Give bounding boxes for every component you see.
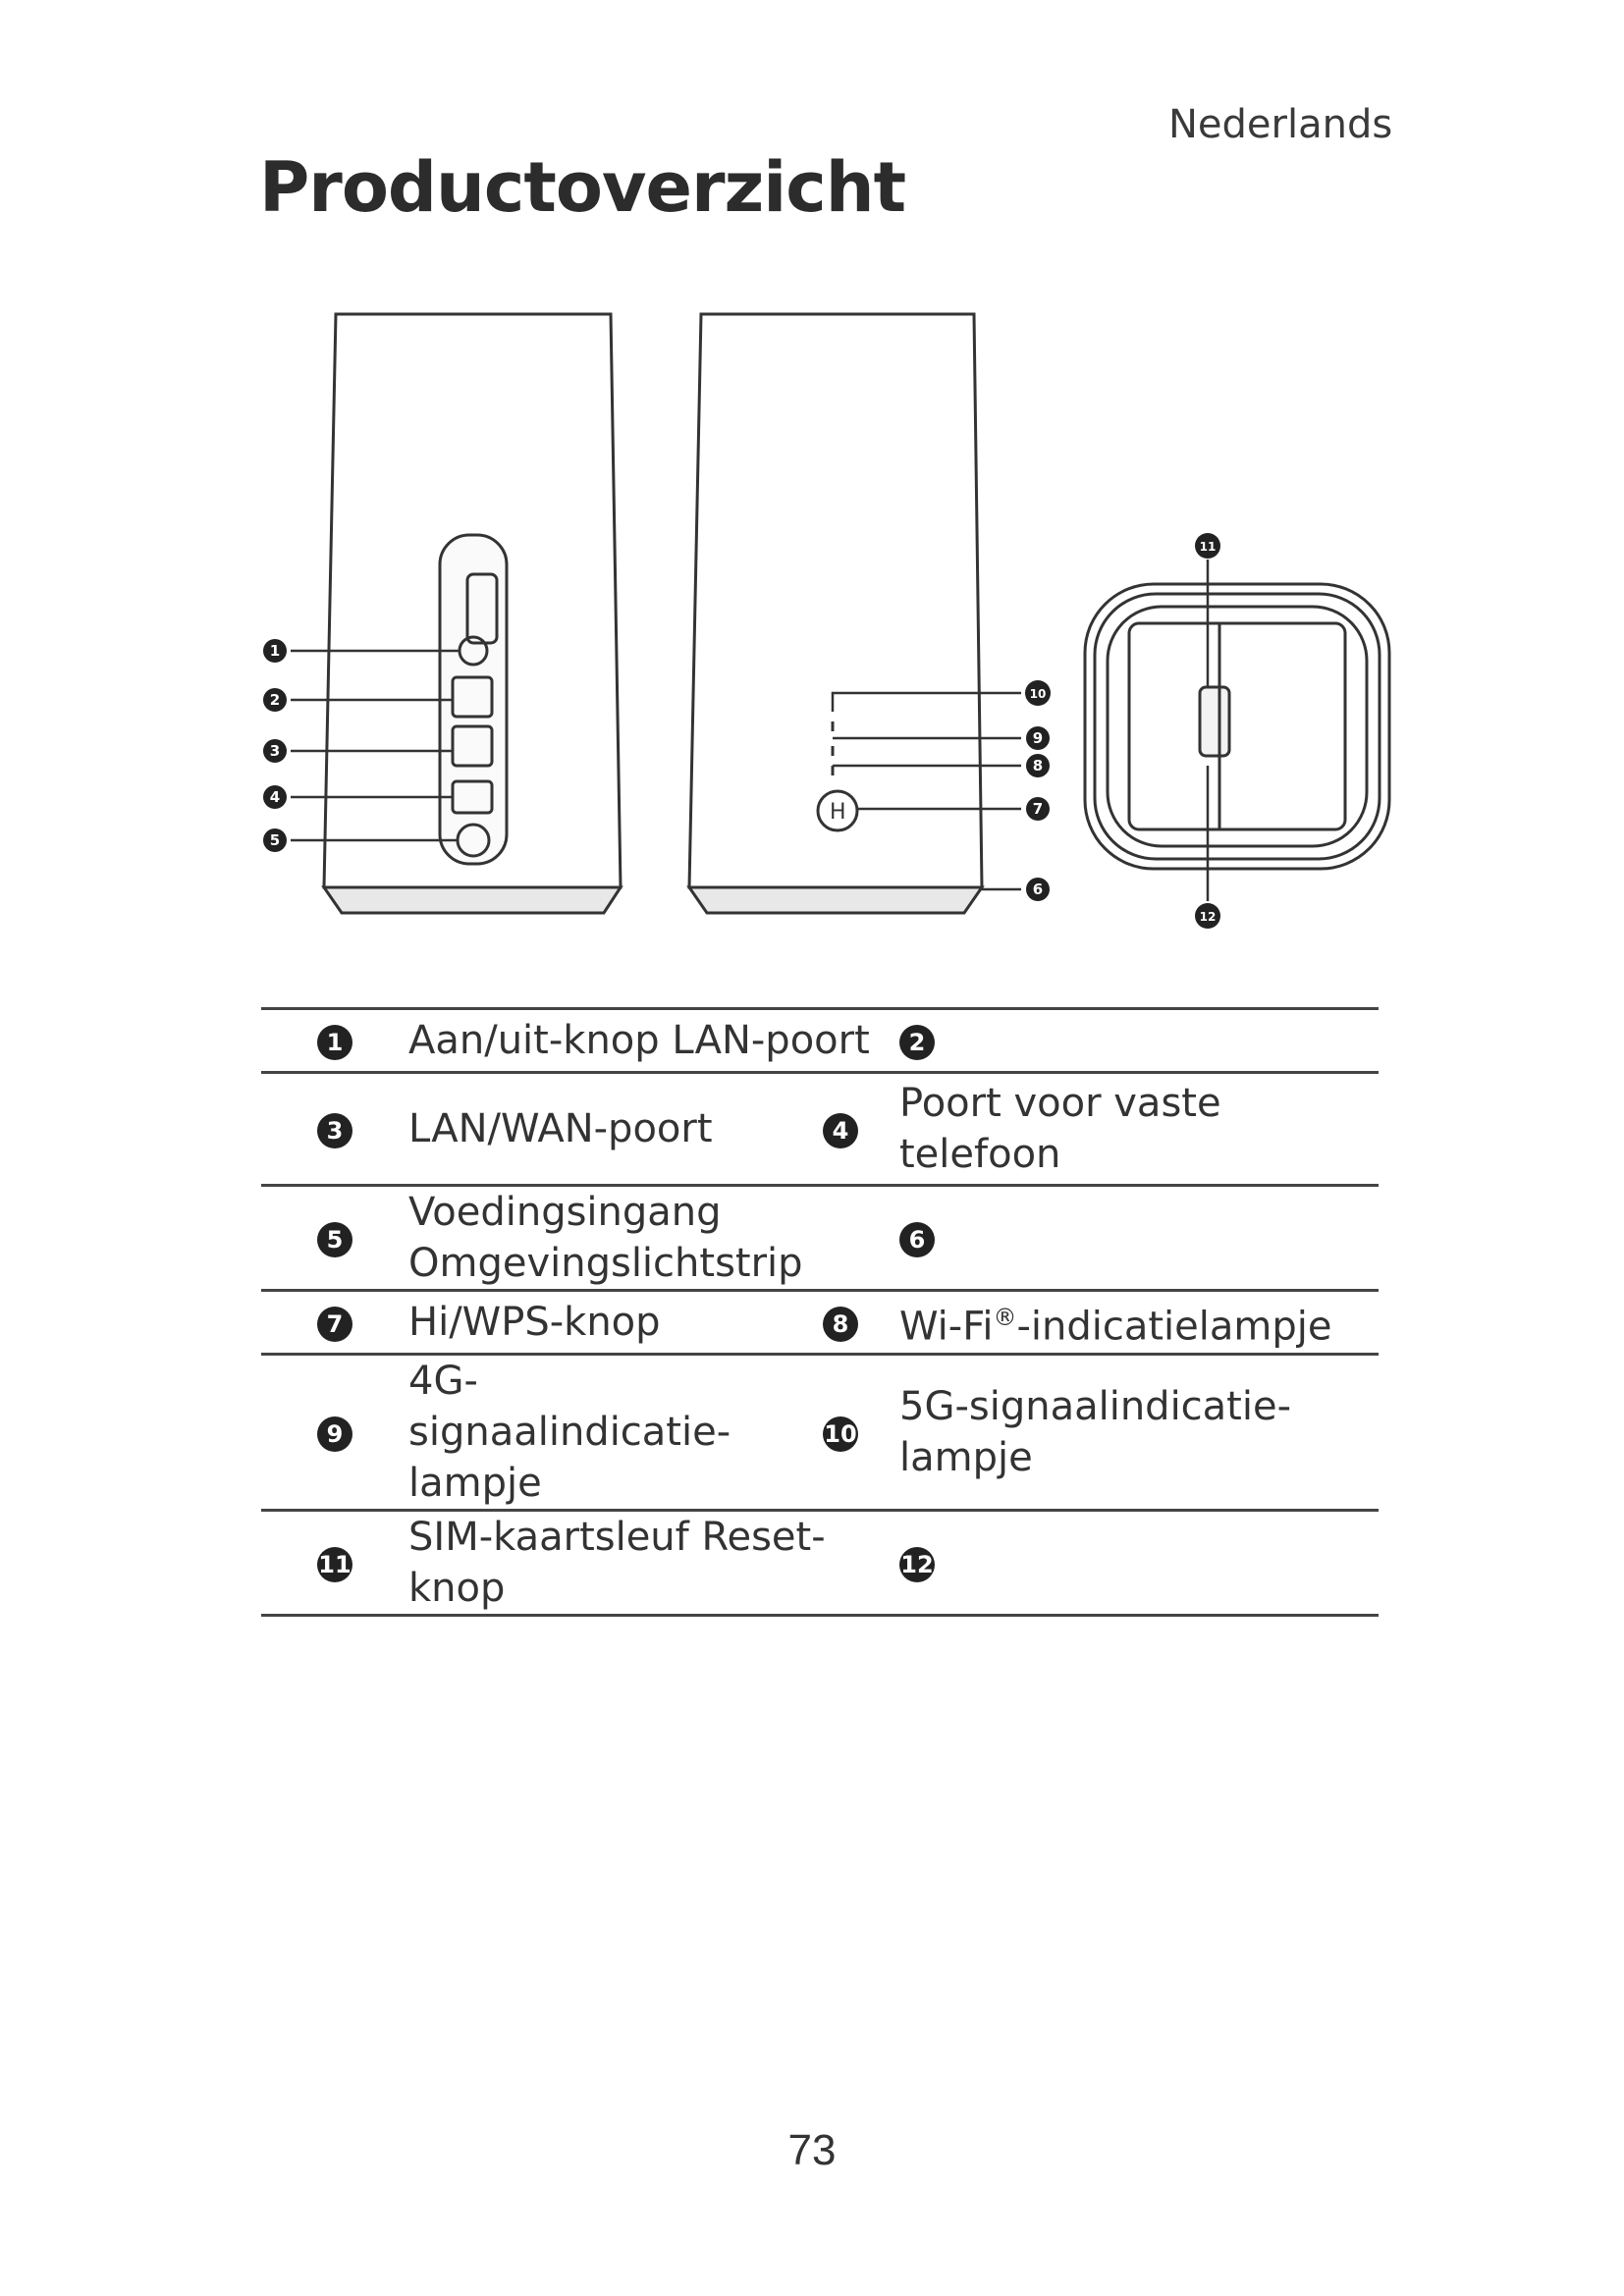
page-number: 73 <box>787 2126 837 2174</box>
number-badge: 8 <box>823 1307 858 1342</box>
legend-row <box>261 1186 1379 1291</box>
legend-label <box>899 1291 1379 1355</box>
callout-7-icon <box>1026 797 1050 821</box>
callout-12-icon <box>1195 903 1220 929</box>
legend-label: SIM-kaartsleuf Reset-knop <box>408 1515 826 1611</box>
callout-5-icon <box>263 828 287 852</box>
number-badge: 5 <box>317 1222 352 1257</box>
number-badge: 3 <box>317 1113 352 1148</box>
wifi-prefix: Wi-Fi <box>899 1304 994 1350</box>
legend-label: Voedingsingang Omgevingslichtstrip <box>408 1190 803 1286</box>
svg-text:H: H <box>830 800 846 825</box>
number-badge: 6 <box>899 1222 935 1257</box>
registered-mark: ® <box>993 1304 1017 1332</box>
legend-row <box>261 1291 1379 1355</box>
wifi-suffix: -indicatielampje <box>1016 1304 1332 1350</box>
svg-text:5: 5 <box>269 831 281 849</box>
number-badge: 7 <box>317 1307 352 1342</box>
number-badge: 4 <box>823 1113 858 1148</box>
legend-label <box>899 1009 1379 1073</box>
svg-text:6: 6 <box>1032 881 1044 898</box>
svg-text:2: 2 <box>269 691 281 709</box>
svg-text:8: 8 <box>1032 757 1044 774</box>
component-legend-table <box>261 1007 1379 1617</box>
language-label: Nederlands <box>1168 102 1393 147</box>
legend-label: Hi/WPS-knop <box>408 1300 661 1345</box>
legend-label: 4G-signaalindicatie-lampje <box>408 1359 731 1506</box>
router-front-view <box>324 314 621 913</box>
legend-row <box>261 1073 1379 1186</box>
legend-label: Poort voor vaste telefoon <box>899 1081 1221 1177</box>
router-diagram <box>0 0 1624 982</box>
number-badge: 1 <box>317 1025 352 1060</box>
callout-11-icon <box>1195 533 1220 559</box>
svg-text:9: 9 <box>1032 729 1044 747</box>
legend-row <box>261 1355 1379 1511</box>
number-badge: 12 <box>899 1547 935 1582</box>
svg-text:12: 12 <box>1199 910 1217 924</box>
number-badge: 9 <box>317 1416 352 1452</box>
callout-9-icon <box>1026 726 1050 750</box>
svg-text:4: 4 <box>269 788 281 806</box>
legend-label: 5G-signaalindicatie-lampje <box>899 1384 1292 1480</box>
legend-label: Aan/uit-knop LAN-poort <box>408 1018 870 1063</box>
callout-2-icon <box>263 688 287 712</box>
callout-1-icon <box>263 639 287 663</box>
number-badge: 11 <box>317 1547 352 1582</box>
callout-6-icon <box>1026 878 1050 901</box>
page-title: Productoverzicht <box>259 147 906 228</box>
svg-text:1: 1 <box>269 642 281 660</box>
legend-row <box>261 1009 1379 1073</box>
router-top-view <box>1085 584 1389 869</box>
callout-10-icon <box>1025 680 1051 706</box>
number-badge: 10 <box>823 1416 858 1452</box>
router-back-view <box>689 314 982 913</box>
svg-text:10: 10 <box>1029 687 1047 701</box>
callout-4-icon <box>263 785 287 809</box>
legend-label: LAN/WAN-poort <box>408 1106 713 1151</box>
callout-3-icon <box>263 739 287 763</box>
callout-8-icon <box>1026 754 1050 777</box>
svg-text:11: 11 <box>1199 540 1217 554</box>
legend-row <box>261 1511 1379 1616</box>
svg-text:7: 7 <box>1032 800 1044 818</box>
svg-text:3: 3 <box>269 742 281 760</box>
number-badge: 2 <box>899 1025 935 1060</box>
